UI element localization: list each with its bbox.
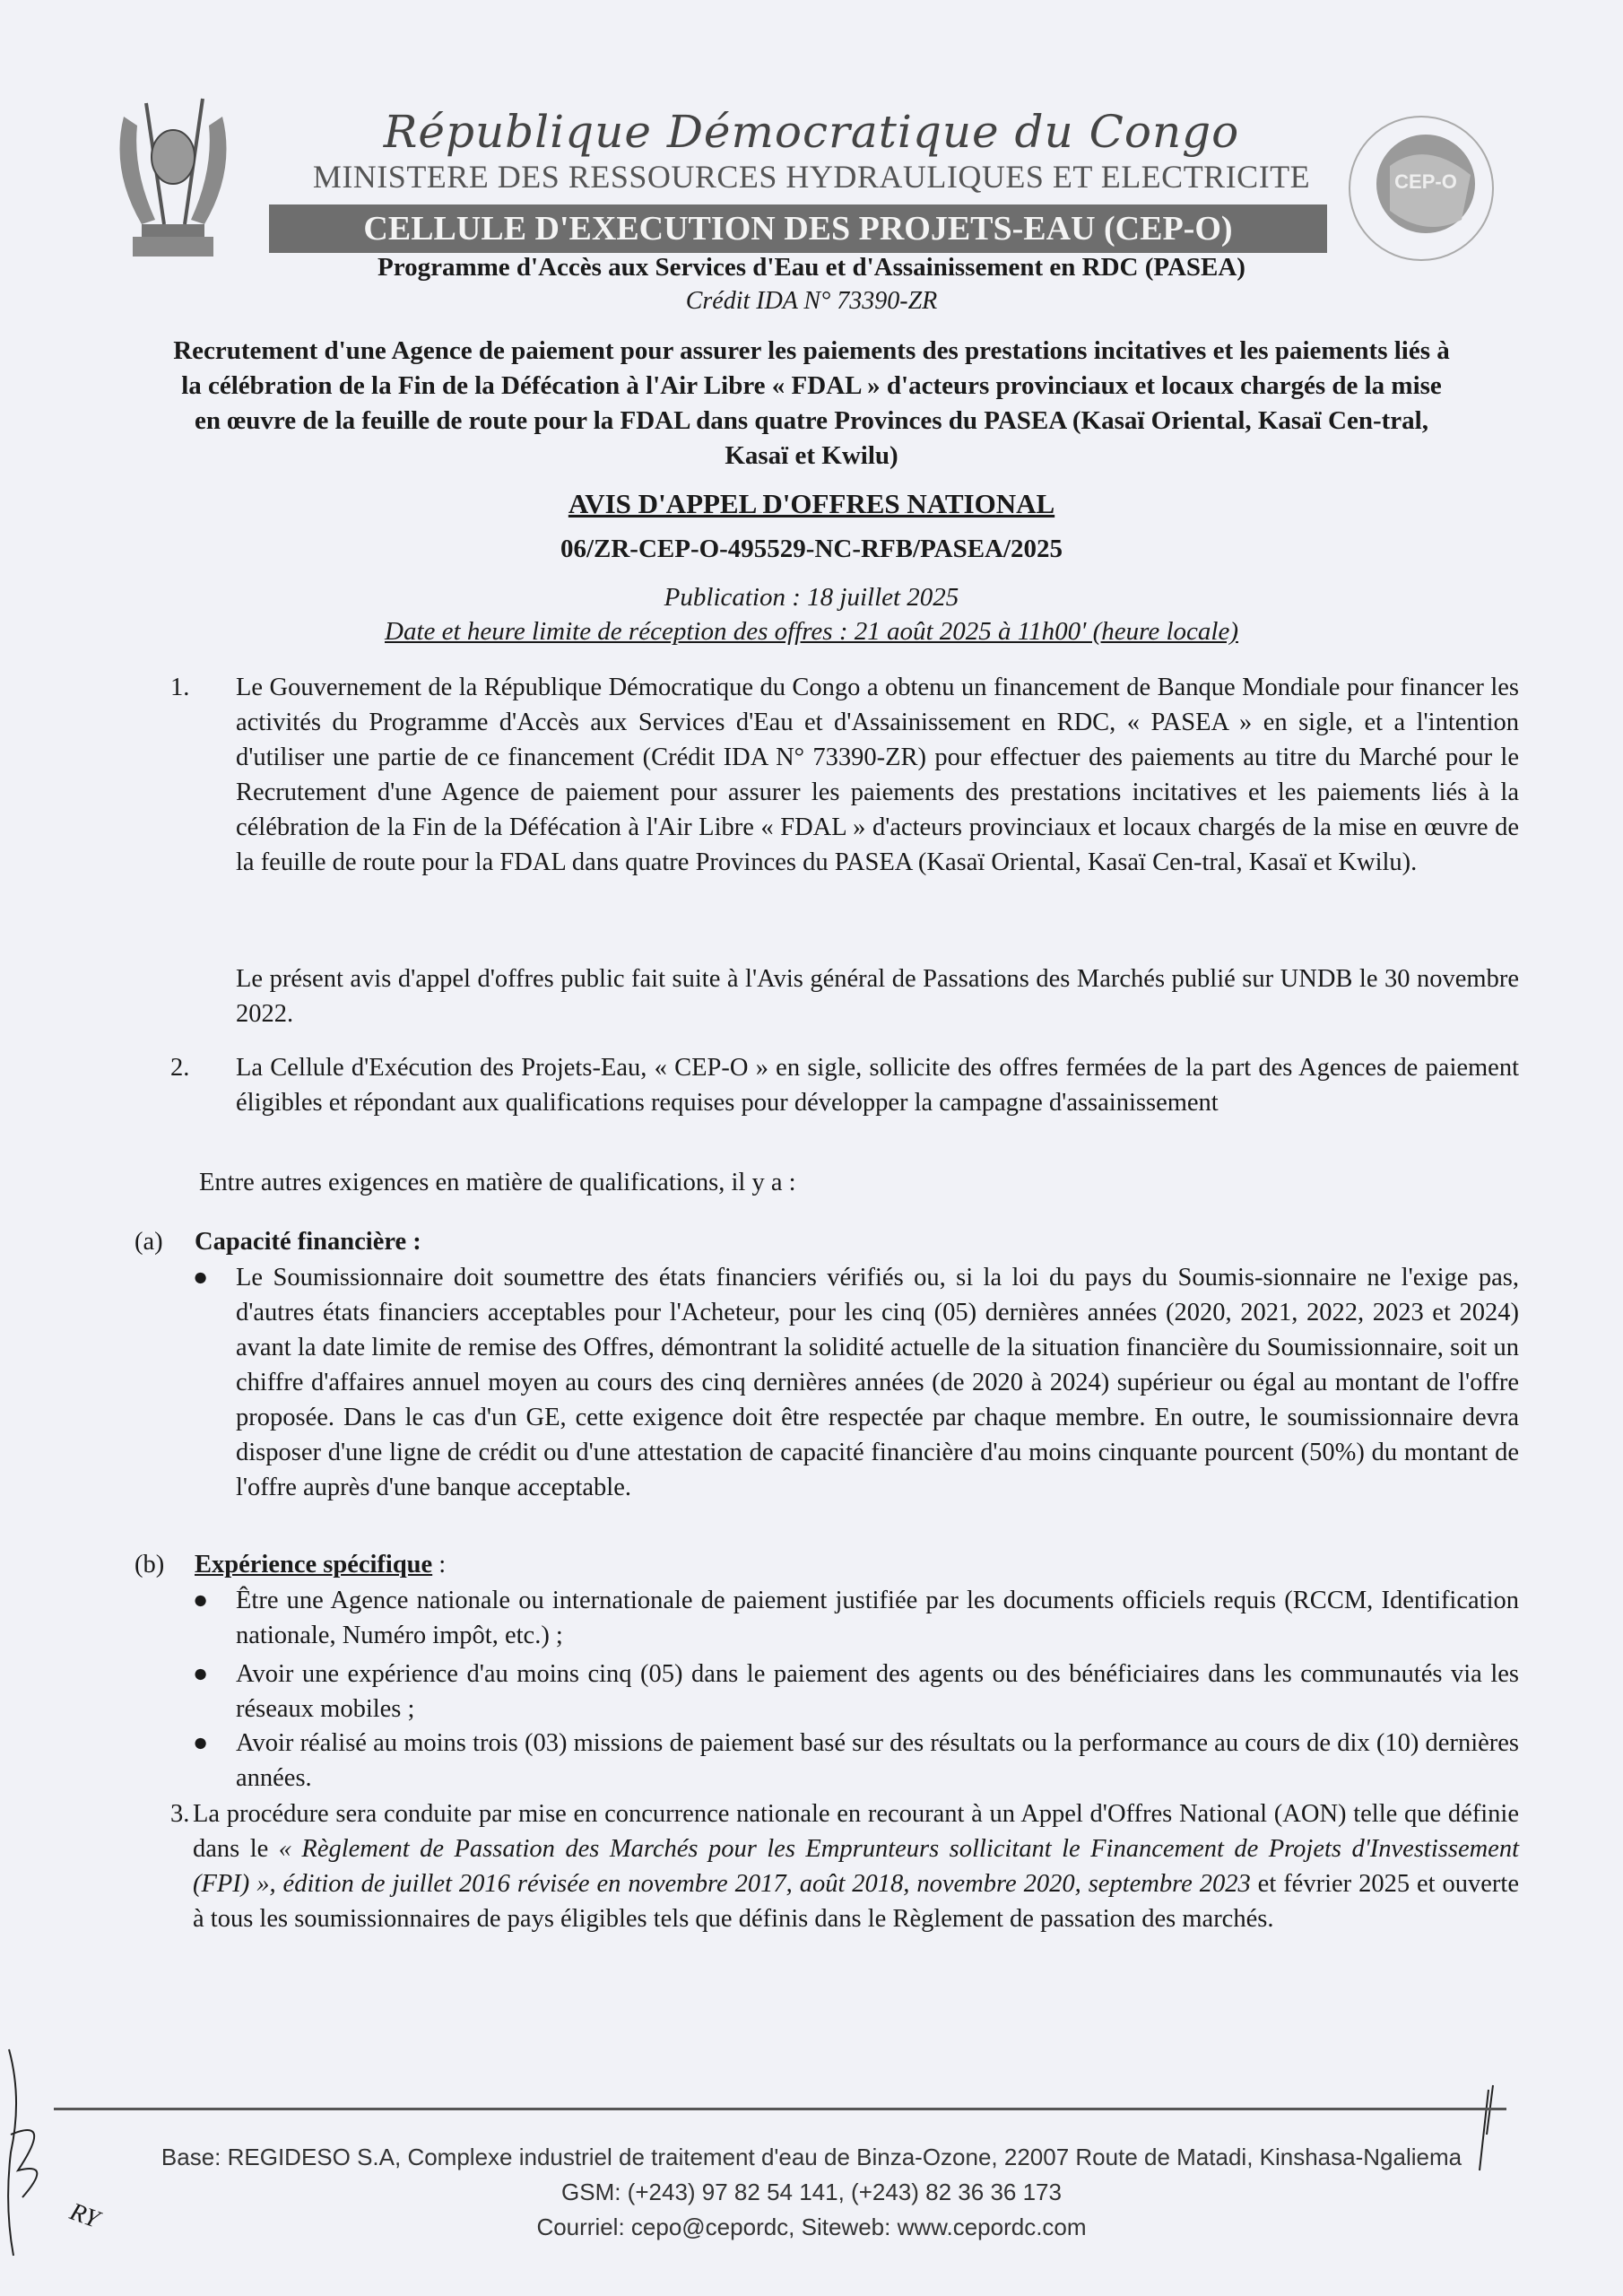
footer-address: Base: REGIDESO S.A, Complexe industriel de traitement d'eau de Binza-Ozone, 22007 Route de Matadi, Kinshasa-Ngaliema	[161, 2144, 1462, 2170]
qualifications-intro: Entre autres exigences en matière de qualifications, il y a :	[199, 1169, 796, 1196]
section-number: 1.	[170, 674, 190, 701]
section-1-text: Le Gouvernement de la République Démocratique du Congo a obtenu un financement de Banque Mondiale pour financer les activités du Programme d'Accès aux Services d'Eau et d'Assainissement en RDC, « PASEA » en sigle, et a l'intention d'utiliser une partie de ce financement (Crédit IDA N° 73390-ZR) pour effectuer des paiements au titre du Marché pour le Recrutement d'une Agence de paiement pour assurer les paiements des prestations incitatives et les paiements liés à la célébration de la Fin de la Défécation à l'Air Libre « FDAL » d'acteurs provinciaux et locaux chargés de la mise en œuvre de la feuille de route pour la FDAL dans quatre Provinces du PASEA (Kasaï Oriental, Kasaï Cen-tral, Kasaï et Kwilu).	[236, 674, 1519, 876]
section-3-text	[193, 1796, 1519, 1936]
bullet-text: Le Soumissionnaire doit soumettre des états financiers vérifiés ou, si la loi du pays du Soumis-sionnaire ne l'exige pas, d'autres états financiers acceptables pour l'Acheteur, pour les cinq (05) dernières années (2020, 2021, 2022, 2023 et 2024) avant la date limite de remise des Offres, démontrant la solidité actuelle de la situation financière du Soumissionnaire, soit un chiffre d'affaires annuel moyen au cours des cinq dernières années (de 2020 à 2024) supérieur ou égal au montant de l'offre proposée. Dans le cas d'un GE, cette exigence doit être respectée par chaque membre. En outre, le soumissionnaire devra disposer d'une ligne de crédit ou d'une attestation de capacité financière d'au moins cinquante pourcent (50%) du montant de l'offre auprès d'une banque acceptable.	[236, 1264, 1519, 1501]
logo-text: CEP-O	[1394, 170, 1457, 193]
subsection-title: Capacité financière :	[195, 1228, 421, 1256]
bullet-text: Être une Agence nationale ou internationale de paiement justifiée par les documents officiels requis (RCCM, Identification nationale, Numéro impôt, etc.) ;	[236, 1587, 1519, 1649]
bullet-icon: ●	[193, 1729, 209, 1757]
subsection-title: Expérience spécifique	[195, 1551, 433, 1578]
section-3-part1: La procédure sera conduite par mise en concurrence nationale en recourant à un Appel d'Offres National (AON) telle que définie dans le	[193, 1800, 1519, 1863]
subsection-title-wrap	[195, 1547, 446, 1582]
bullet-icon: ●	[193, 1587, 209, 1614]
bullet-text: Avoir une expérience d'au moins cinq (05) dans le paiement des agents ou des bénéficiaires dans les communautés via les réseaux mobiles ;	[236, 1660, 1519, 1723]
notice-reference: 06/ZR-CEP-O-495529-NC-RFB/PASEA/2025	[560, 535, 1063, 563]
footer-divider	[54, 2108, 1506, 2110]
section-2-text: La Cellule d'Exécution des Projets-Eau, « CEP-O » en sigle, sollicite des offres fermées de la part des Agences de paiement éligibles et répondant aux qualifications requises pour développer la campagne d'assainissement	[236, 1054, 1519, 1117]
subsection-label: (a)	[135, 1228, 163, 1256]
subsection-label: (b)	[135, 1551, 165, 1578]
bullet-icon: ●	[193, 1264, 209, 1292]
section-number: 3.	[170, 1800, 190, 1828]
section-number: 2.	[170, 1054, 190, 1082]
footer-contact: Courriel: cepo@cepordc, Siteweb: www.cepordc.com	[536, 2213, 1087, 2240]
section-3-regulation: « Règlement de Passation des Marchés pour les Emprunteurs sollicitant le Financement de Projets d'Investissement (FPI) », édition de juillet 2016 révisée en novembre 2017, août 2018, novembre 2020, septembre 2023	[193, 1835, 1519, 1898]
publication-date: Publication : 18 juillet 2025	[664, 583, 959, 612]
colon: :	[432, 1551, 447, 1578]
handwritten-initials: RY	[65, 2197, 103, 2234]
country-name: République Démocratique du Congo	[383, 106, 1240, 158]
submission-deadline: Date et heure limite de réception des offres : 21 août 2025 à 11h00' (heure locale)	[385, 617, 1238, 646]
program-name: Programme d'Accès aux Services d'Eau et d'Assainissement en RDC (PASEA)	[378, 253, 1245, 282]
notice-heading: AVIS D'APPEL D'OFFRES NATIONAL	[568, 488, 1055, 519]
section-1-text2: Le présent avis d'appel d'offres public fait suite à l'Avis général de Passations des Marchés publié sur UNDB le 30 novembre 2022.	[236, 965, 1519, 1028]
bullet-text: Avoir réalisé au moins trois (03) missions de paiement basé sur des résultats ou la performance au cours de dix (10) dernières années.	[236, 1729, 1519, 1792]
bullet-icon: ●	[193, 1660, 209, 1688]
credit-number: Crédit IDA N° 73390-ZR	[685, 287, 938, 315]
unit-banner: CELLULE D'EXECUTION DES PROJETS-EAU (CEP-O)	[269, 204, 1327, 253]
footer-phone: GSM: (+243) 97 82 54 141, (+243) 82 36 36 173	[561, 2179, 1062, 2205]
ministry-name: MINISTERE DES RESSOURCES HYDRAULIQUES ET ELECTRICITE	[312, 159, 1311, 195]
notice-title: Recrutement d'une Agence de paiement pour assurer les paiements des prestations incitatives et les paiements liés à la célébration de la Fin de la Défécation à l'Air Libre « FDAL » d'acteurs provinciaux et locaux chargés de la mise en œuvre de la feuille de route pour la FDAL dans quatre Provinces du PASEA (Kasaï Oriental, Kasaï Cen-tral, Kasaï et Kwilu)	[173, 336, 1450, 470]
section-3-part3: et février 2025 et ouverte à tous les soumissionnaires de pays éligibles tels que définis dans le Règlement de passation des marchés.	[193, 1870, 1519, 1933]
